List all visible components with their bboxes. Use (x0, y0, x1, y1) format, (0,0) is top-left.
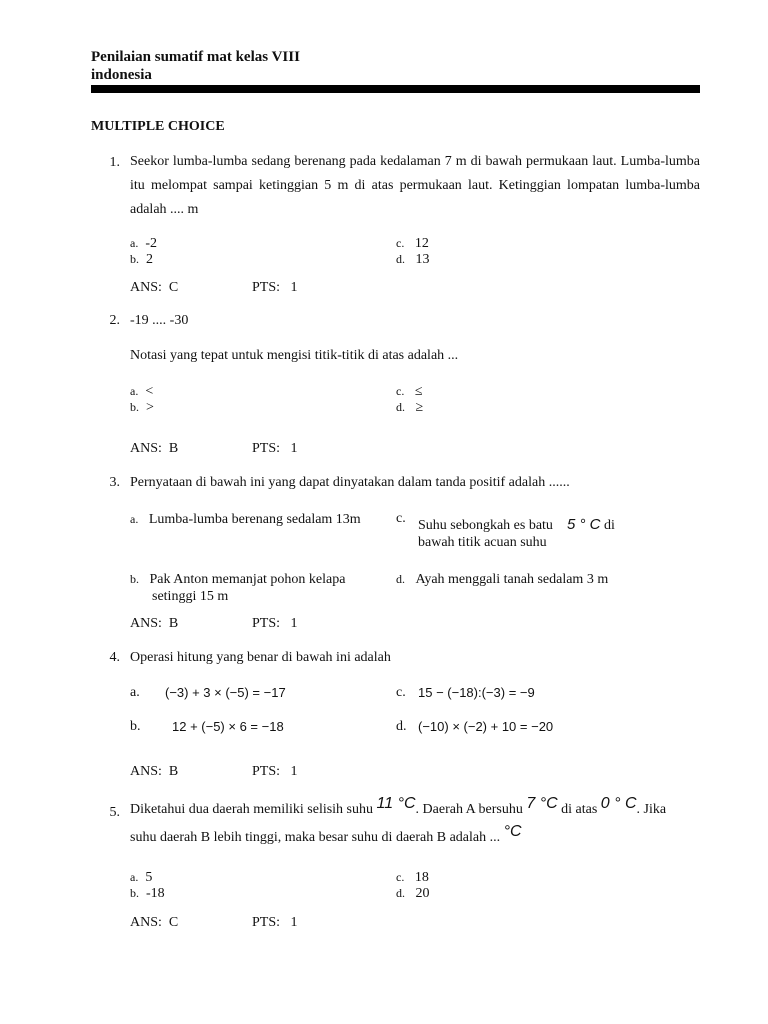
option-b: 12 + (−5) × 6 = −18 (172, 719, 284, 734)
option-b: b. > (130, 400, 154, 415)
temperature-math: 0 ° C (600, 795, 637, 812)
option-a: a. < (130, 384, 154, 399)
question-text-line-2: suhu daerah B lebih tinggi, maka besar suhu di daerah B adalah ... °C (130, 823, 522, 845)
option-c: 15 − (−18):(−3) = −9 (418, 685, 535, 700)
question-text: Pernyataan di bawah ini yang dapat dinyatakan dalam tanda positif adalah ...... (130, 475, 570, 490)
answer: ANS: B (130, 616, 179, 631)
temperature-math: 11 °C (376, 795, 416, 812)
option-d: d. 13 (396, 252, 430, 267)
question-number: 2. (109, 313, 120, 328)
question-number: 4. (109, 650, 120, 665)
option-a: a. 5 (130, 870, 153, 885)
option-a: a. Lumba-lumba berenang sedalam 13m (130, 512, 361, 527)
option-b: b. -18 (130, 886, 165, 901)
question-number: 5. (109, 805, 120, 820)
option-a: a. -2 (130, 236, 157, 251)
title-line-1: Penilaian sumatif mat kelas VIII (91, 49, 300, 65)
option-c-line-2: bawah titik acuan suhu (418, 535, 547, 550)
option-b: b. 2 (130, 252, 153, 267)
answer: ANS: B (130, 764, 179, 779)
option-c: Suhu sebongkah es batu 5 ° C di (418, 516, 615, 533)
option-d: d. Ayah menggali tanah sedalam 3 m (396, 572, 609, 587)
header-rule (91, 85, 700, 93)
option-c: c. 12 (396, 236, 429, 251)
answer: ANS: C (130, 280, 179, 295)
option-d-letter: d. (396, 719, 407, 734)
answer: ANS: C (130, 915, 179, 930)
option-c-letter: c. (396, 685, 406, 700)
temperature-math: 5 ° C (566, 516, 601, 533)
option-a: (−3) + 3 × (−5) = −17 (165, 685, 286, 700)
points: PTS: 1 (252, 764, 298, 779)
question-text: Seekor lumba-lumba sedang berenang pada kedalaman 7 m di bawah permukaan laut. Lumba-lumba itu melompat sampai ketinggian 5 m di atas permukaan laut. Ketinggian lompatan lumba-lumba adalah .... m (130, 154, 700, 217)
question-number: 3. (109, 475, 120, 490)
points: PTS: 1 (252, 280, 298, 295)
temperature-math: °C (503, 823, 522, 840)
title-line-2: indonesia (91, 67, 152, 83)
temperature-math: 7 °C (526, 795, 558, 812)
points: PTS: 1 (252, 915, 298, 930)
option-b-letter: b. (130, 719, 141, 734)
option-c: c. 18 (396, 870, 429, 885)
question-text: Operasi hitung yang benar di bawah ini adalah (130, 650, 391, 665)
option-d: d. ≥ (396, 400, 424, 415)
option-c-letter: c. (396, 511, 406, 526)
question-subtext: Notasi yang tepat untuk mengisi titik-titik di atas adalah ... (130, 348, 459, 363)
answer: ANS: B (130, 441, 179, 456)
question-text: Diketahui dua daerah memiliki selisih suhu 11 °C. Daerah A bersuhu 7 °C di atas 0 ° C. Jika (130, 795, 667, 817)
question-number: 1. (109, 155, 120, 170)
option-b: b. Pak Anton memanjat pohon kelapa (130, 572, 346, 587)
option-c: c. ≤ (396, 384, 423, 399)
option-a-letter: a. (130, 685, 140, 700)
option-d: (−10) × (−2) + 10 = −20 (418, 719, 554, 734)
option-d: d. 20 (396, 886, 430, 901)
points: PTS: 1 (252, 441, 298, 456)
section-title: MULTIPLE CHOICE (91, 119, 225, 134)
option-b-line-2: setinggi 15 m (152, 589, 229, 604)
document-title (91, 48, 300, 84)
points: PTS: 1 (252, 616, 298, 631)
question-text: -19 .... -30 (130, 313, 189, 328)
